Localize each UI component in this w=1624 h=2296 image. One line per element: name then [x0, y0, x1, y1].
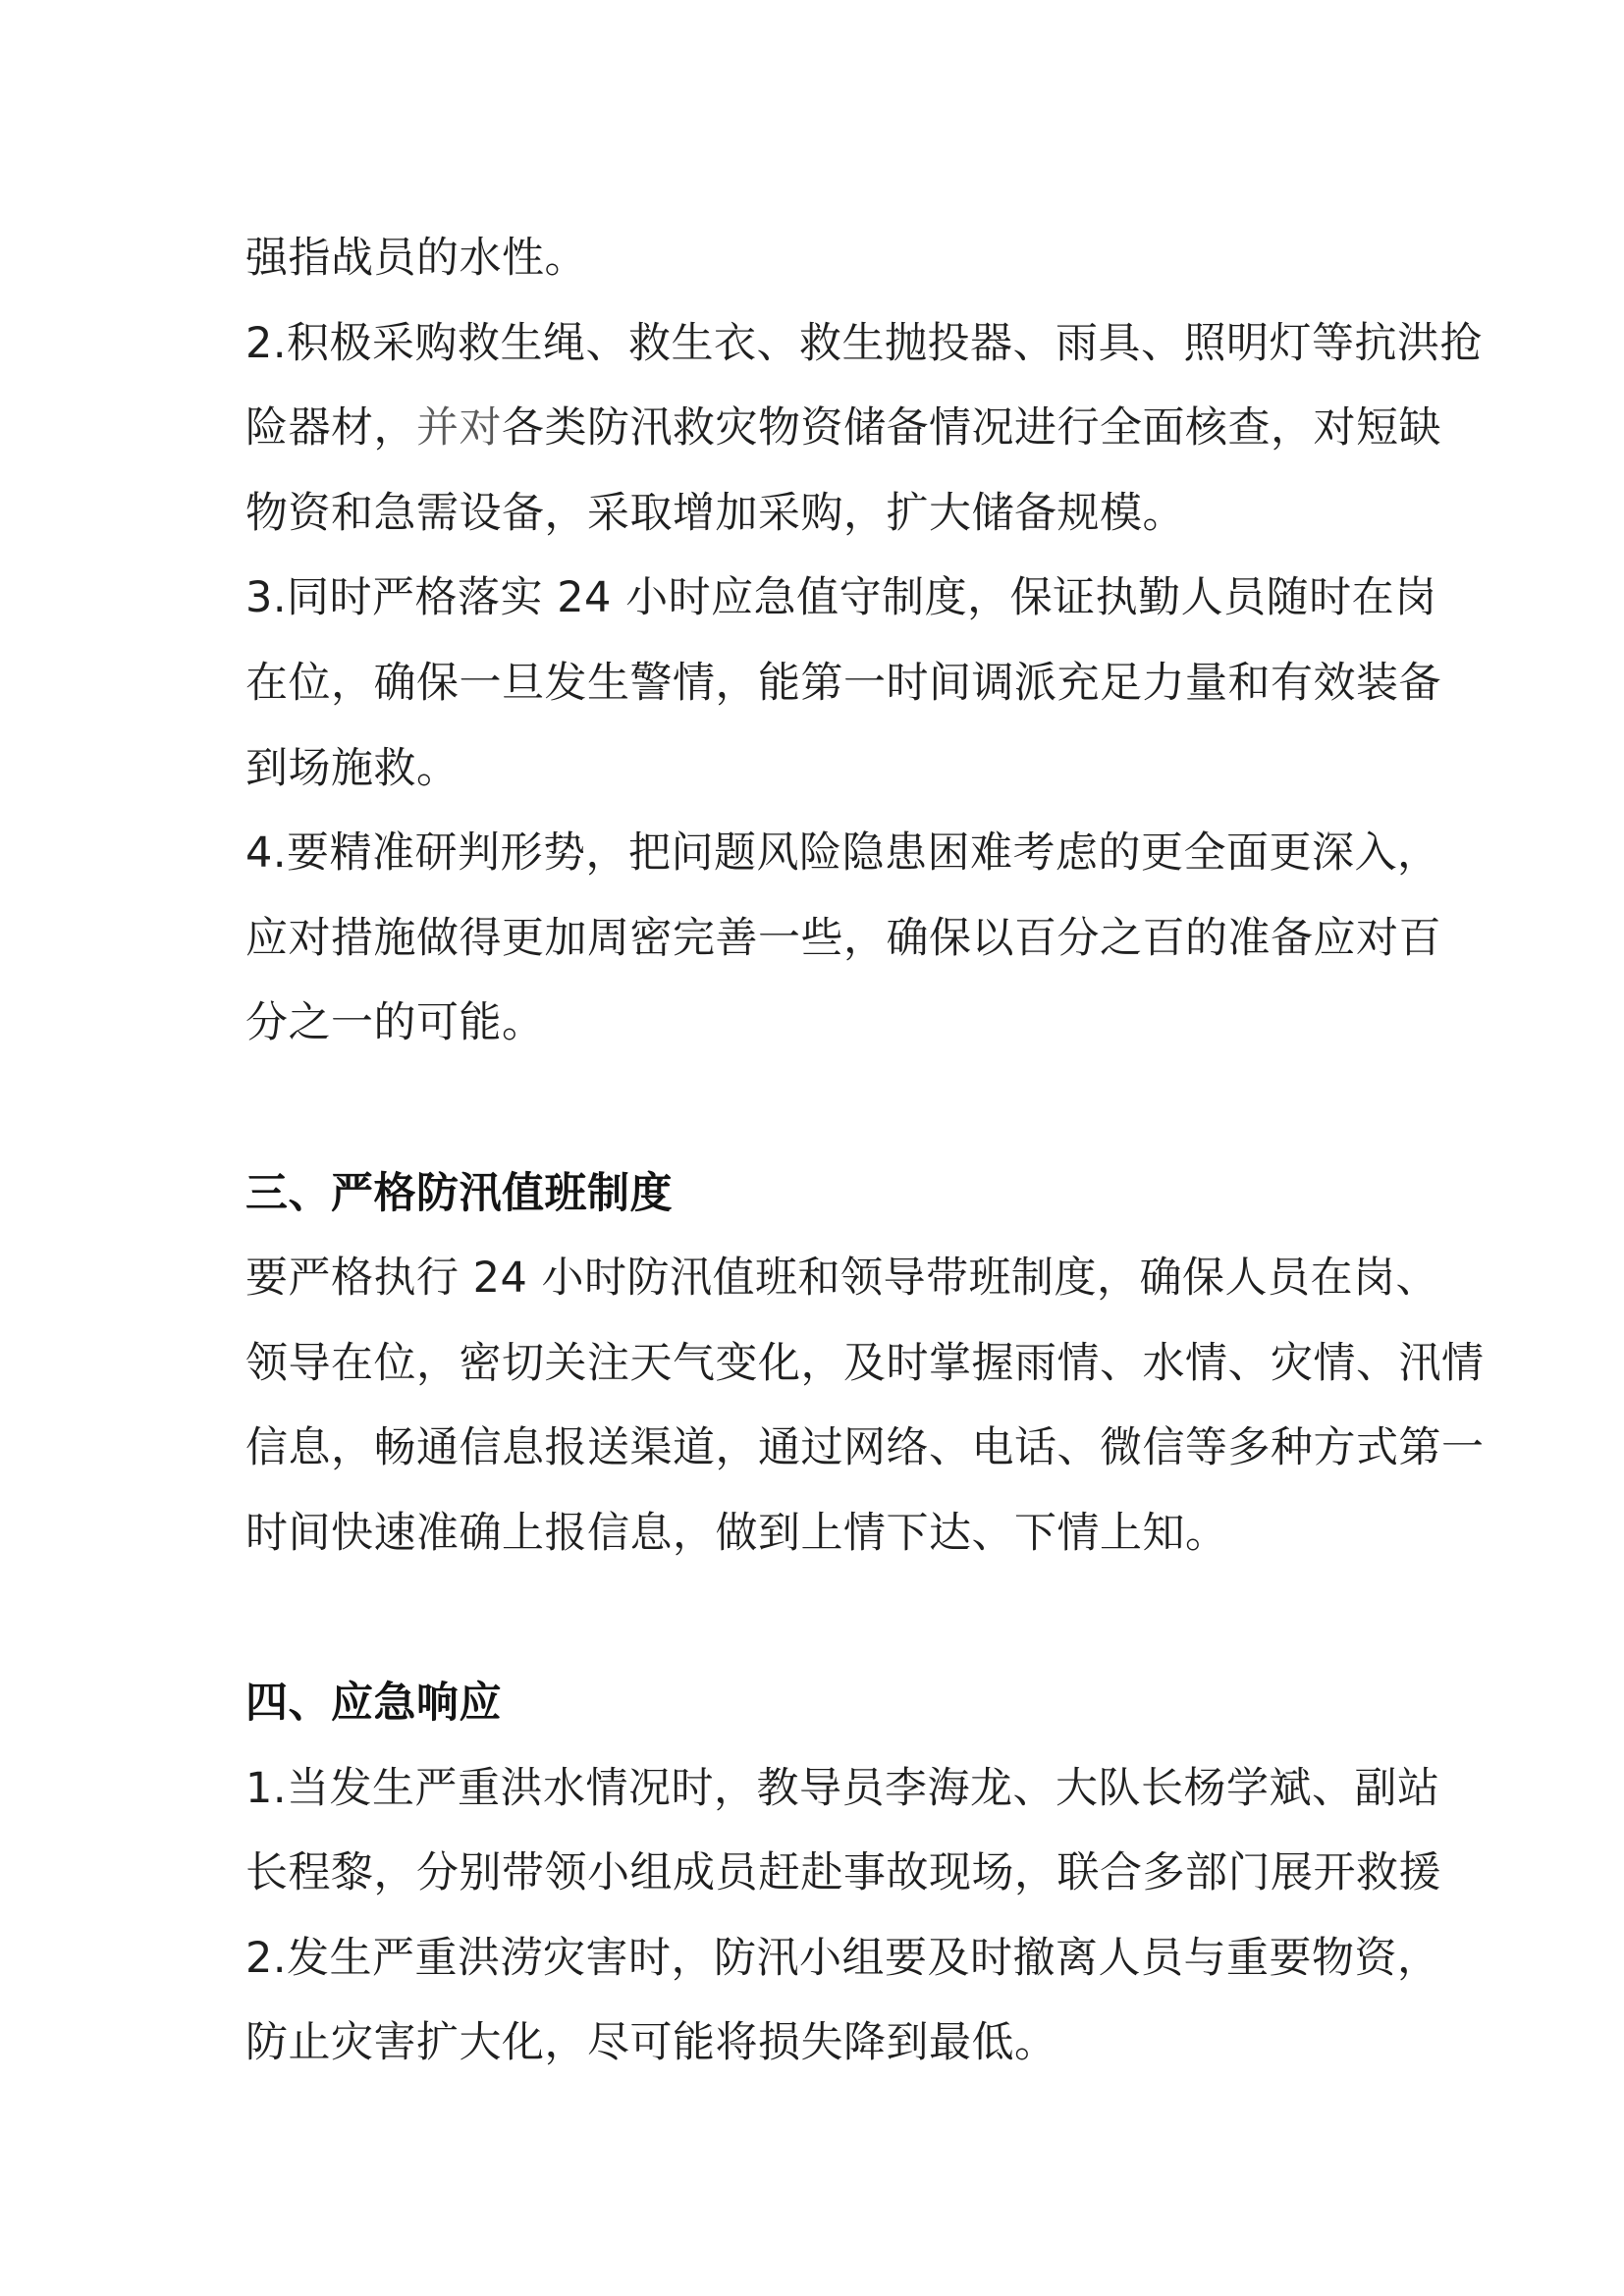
- text-segment: 时间快速准确上报信息，做到上情下达、下情上知。: [245, 1508, 1228, 1558]
- text-segment: 险器材，: [245, 403, 416, 454]
- blank-line: [245, 1576, 1463, 1662]
- text-segment: 3.同时严格落实 24 小时应急值守制度，保证执勤人员随时在岗: [245, 573, 1437, 623]
- text-segment: 2.发生严重洪涝灾害时，防汛小组要及时撤离人员与重要物资，: [245, 1933, 1440, 1983]
- text-segment: 各类防汛救灾物资储备情况进行全面核查，对短缺: [502, 403, 1441, 454]
- text-line: [245, 1406, 1485, 1491]
- text-segment: 应对措施做得更加周密完善一些，确保以百分之百的准备应对百: [245, 913, 1441, 963]
- text-line: [245, 1236, 1463, 1321]
- section-heading: [245, 1661, 1463, 1746]
- text-line: [245, 301, 1484, 387]
- text-line: [245, 2001, 1463, 2086]
- text-segment: 1.当发生严重洪水情况时，教导员李海龙、大队长杨学斌、副站: [245, 1763, 1440, 1813]
- text-line: [245, 1321, 1485, 1407]
- text-segment: 强指战员的水性。: [245, 234, 587, 283]
- text-segment: 要严格执行 24 小时防汛值班和领导带班制度，确保人员在岗、: [245, 1254, 1439, 1304]
- text-line: [245, 641, 1463, 726]
- text-segment: 三、严格防汛值班制度: [245, 1168, 673, 1218]
- text-line: [245, 981, 1463, 1066]
- text-segment: 防止灾害扩大化，尽可能将损失降到最低。: [245, 2018, 1057, 2068]
- text-segment: 到场施救。: [245, 743, 460, 793]
- text-line: [245, 556, 1463, 641]
- text-line: [245, 1831, 1463, 1916]
- text-segment: 长程黎，分别带领小组成员赶赴事故现场，联合多部门展开救援: [245, 1848, 1441, 1898]
- text-line: [245, 1916, 1463, 2002]
- text-segment: 在位，确保一旦发生警情，能第一时间调派充足力量和有效装备: [245, 658, 1441, 708]
- text-segment: 4.要精准研判形势，把问题风险隐患困难考虑的更全面更深入，: [245, 828, 1440, 879]
- text-segment: 分之一的可能。: [245, 998, 545, 1048]
- text-segment: 2.积极采购救生绳、救生衣、救生抛投器、雨具、照明灯等抗洪抢: [245, 318, 1484, 368]
- text-segment: 物资和急需设备，采取增加采购，扩大储备规模。: [245, 488, 1185, 538]
- text-line: [245, 386, 1463, 471]
- document-content: [245, 216, 1485, 2086]
- text-segment: 四、应急响应: [245, 1679, 502, 1729]
- text-line: [245, 1491, 1463, 1576]
- text-line: [245, 471, 1463, 557]
- text-segment: 领导在位，密切关注天气变化，及时掌握雨情、水情、灾情、汛情: [245, 1338, 1485, 1388]
- text-line: [245, 216, 1463, 301]
- text-line: [245, 896, 1463, 982]
- text-segment: 并对: [416, 403, 502, 454]
- text-segment: 信息，畅通信息报送渠道，通过网络、电话、微信等多种方式第一: [245, 1423, 1485, 1473]
- text-line: [245, 1746, 1463, 1832]
- section-heading: [245, 1151, 1463, 1237]
- blank-line: [245, 1066, 1463, 1151]
- text-line: [245, 811, 1463, 896]
- text-line: [245, 726, 1463, 812]
